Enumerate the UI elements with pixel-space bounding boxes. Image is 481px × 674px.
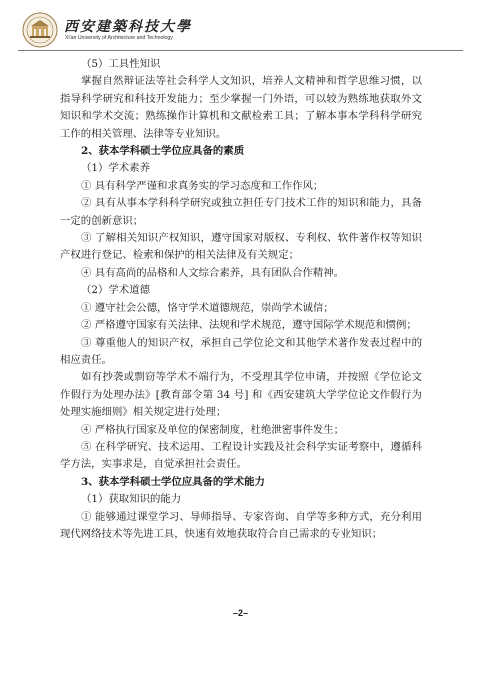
list-item: ① 能够通过课堂学习、导师指导、专家咨询、自学等多种方式，充分利用现代网络技术等先进工具，快速有效地获取符合自己需求的专业知识；	[60, 510, 422, 540]
list-item: ② 具有从事本学科科学研究或独立担任专门技术工作的知识和能力，具备一定的创新意识；	[60, 197, 422, 227]
page-number: –2–	[232, 608, 249, 618]
list-item: ① 具有科学严谨和求真务实的学习态度和工作作风；	[81, 179, 324, 192]
header-divider	[18, 50, 463, 51]
paragraph: 掌握自然辩证法等社会科学人文知识，培养人文精神和哲学思维习惯，以指导科学研究和科技开发能力；至少掌握一门外语，可以较为熟练地获取外文知识和学术交流；熟练操作计算机和文献检索工具；了解本事本学科科学研究工作的相关管理、法律等专业知识。	[60, 75, 422, 140]
list-item: ④ 具有高尚的品格和人文综合素养，具有团队合作精神。	[81, 266, 345, 279]
page-header	[18, 8, 463, 52]
document-body	[60, 56, 422, 543]
section-heading: 3、获本学科硕士学位应具备的学术能力	[81, 475, 265, 488]
list-item: ④ 严格执行国家及单位的保密制度，杜绝泄密事件发生；	[81, 423, 345, 436]
section-heading: 2、获本学科硕士学位应具备的素质	[81, 145, 245, 158]
section-subheading: （5）工具性知识	[81, 58, 161, 70]
list-item: ⑤ 在科学研究、技术运用、工程设计实践及社会科学实证考察中，遵循科学方法，实事求是，自觉承担社会责任。	[60, 440, 422, 471]
section-subheading: （2）学术道德	[81, 284, 150, 297]
list-item: ② 严格遵守国家有关法律、法规和学术规范，遵守国际学术规范和惯例；	[81, 319, 417, 332]
list-item: ① 遵守社会公德，恪守学术道德规范，崇尚学术诚信；	[81, 301, 334, 314]
section-subheading: （1）获取知识的能力	[81, 493, 182, 506]
list-item: ③ 尊重他人的知识产权，承担自己学位论文和其他学术著作发表过程中的相应责任。	[60, 336, 422, 366]
university-name-cn: 西安建築科技大學	[64, 19, 192, 35]
university-name-en: Xi'an University of Architecture and Technology	[65, 35, 173, 41]
list-item: ③ 了解相关知识产权知识，遵守国家对版权、专利权、软件著作权等知识产权进行登记、检索和保护的相关法律及有关规定；	[60, 232, 422, 262]
section-subheading: （1）学术素养	[81, 162, 150, 175]
paragraph: 如有抄袭或剽窃等学术不端行为，不受理其学位申请，并按照《学位论文作假行为处理办法》[教育部令第 34 号] 和《西安建筑大学学位论文作假行为处理实施细则》相关规定进行处理；	[60, 371, 422, 419]
university-seal-logo	[22, 12, 58, 48]
